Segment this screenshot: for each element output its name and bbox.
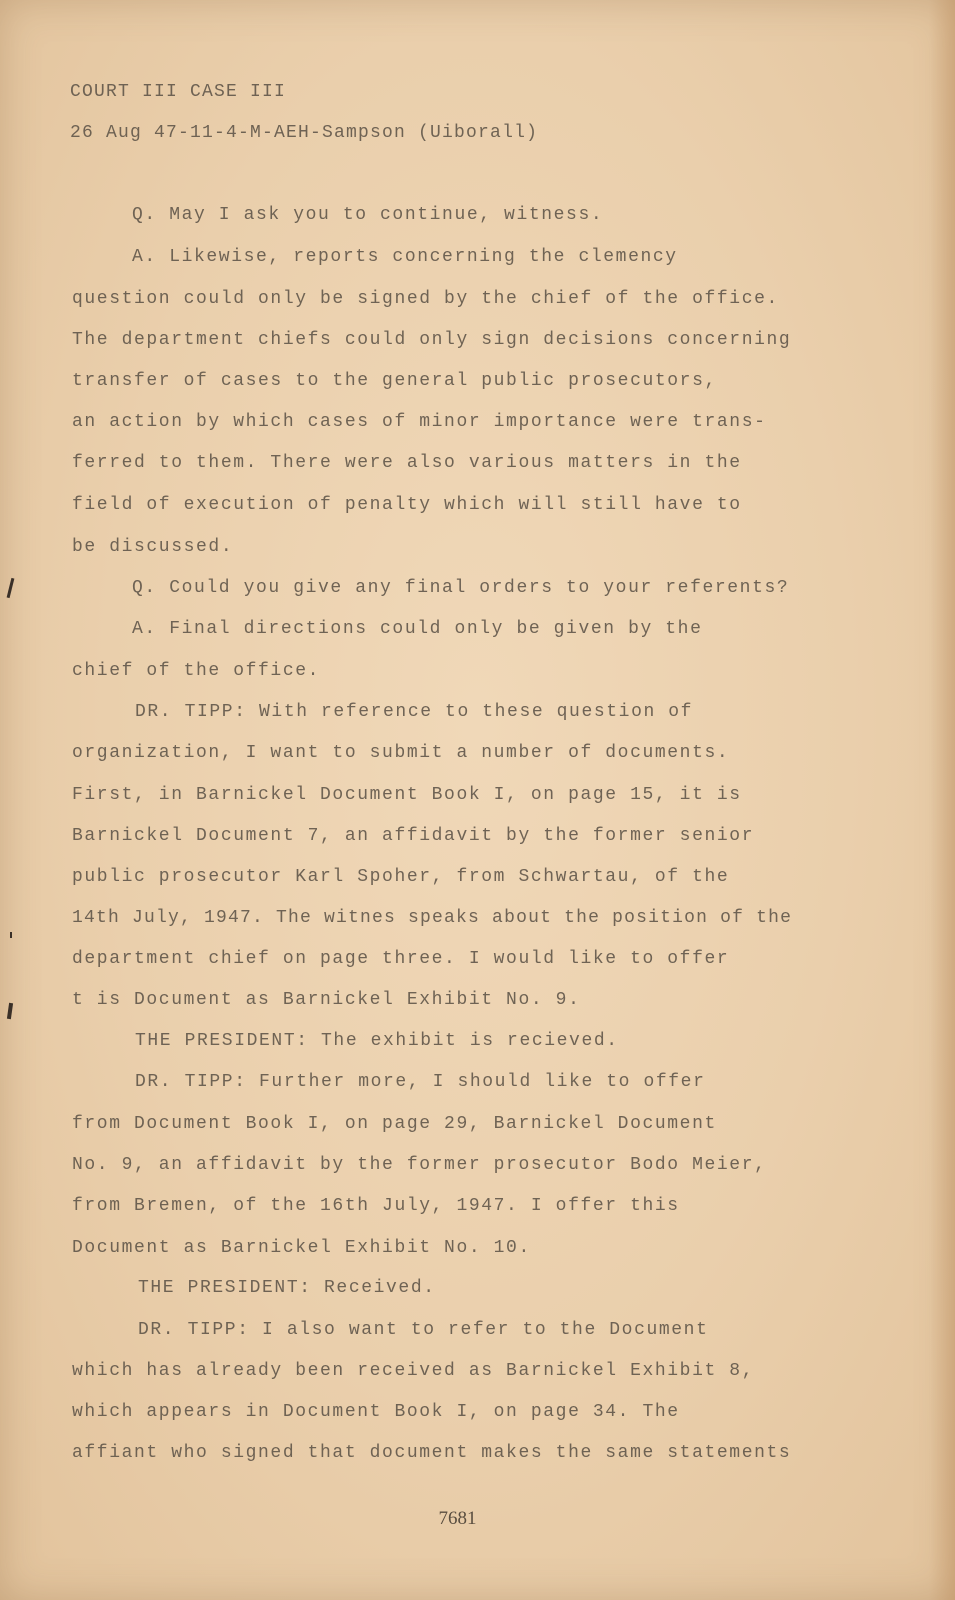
transcript-line: be discussed. [72,537,234,557]
transcript-line: public prosecutor Karl Spoher, from Schwartau, of the [72,867,730,887]
transcript-line: A. Final directions could only be given by the [132,619,703,639]
transcript-line: No. 9, an affidavit by the former prosecutor Bodo Meier, [72,1155,767,1175]
transcript-line: which has already been received as Barnickel Exhibit 8, [72,1361,755,1381]
transcript-line: t is Document as Barnickel Exhibit No. 9. [72,990,581,1010]
transcript-line: Barnickel Document 7, an affidavit by the former senior [72,826,755,846]
transcript-line: A. Likewise, reports concerning the clemency [132,247,678,267]
transcript-line: First, in Barnickel Document Book I, on page 15, it is [72,785,742,805]
transcript-line: Q. May I ask you to continue, witness. [132,205,604,225]
transcript-line: DR. TIPP: With reference to these question of [135,702,694,722]
margin-ink-mark [7,578,15,598]
transcript-line: DR. TIPP: Further more, I should like to offer [135,1072,706,1092]
transcript-line: an action by which cases of minor importance were trans- [72,412,767,432]
transcript-line: DR. TIPP: I also want to refer to the Document [138,1320,709,1340]
transcript-line: chief of the office. [72,661,321,681]
transcript-line: The department chiefs could only sign decisions concerning [72,330,792,350]
paper-edge-shading [929,0,955,1600]
transcript-line: ferred to them. There were also various matters in the [72,453,742,473]
margin-ink-mark [7,1003,13,1019]
transcript-line: which appears in Document Book I, on page 34. The [72,1402,680,1422]
margin-ink-mark [10,932,12,938]
transcript-line: THE PRESIDENT: Received. [138,1278,436,1298]
transcript-line: transfer of cases to the general public prosecutors, [72,371,717,391]
case-header: COURT III CASE III [70,82,287,102]
transcript-line: field of execution of penalty which will still have to [72,495,742,515]
transcript-line: from Bremen, of the 16th July, 1947. I offer this [72,1196,680,1216]
transcript-line: organization, I want to submit a number of documents. [72,743,730,763]
transcript-line: affiant who signed that document makes the same statements [72,1443,792,1463]
transcript-line: question could only be signed by the chief of the office. [72,289,779,309]
transcript-line: 14th July, 1947. The witnes speaks about the position of the [72,908,793,928]
transcript-line: department chief on page three. I would like to offer [72,949,730,969]
transcript-line: from Document Book I, on page 29, Barnickel Document [72,1114,717,1134]
transcript-line: THE PRESIDENT: The exhibit is recieved. [135,1031,619,1051]
transcript-line: Document as Barnickel Exhibit No. 10. [72,1238,531,1258]
page-number: 7681 [438,1508,477,1529]
transcript-line: Q. Could you give any final orders to your referents? [132,578,790,598]
session-reference: 26 Aug 47-11-4-M-AEH-Sampson (Uiborall) [70,123,539,143]
